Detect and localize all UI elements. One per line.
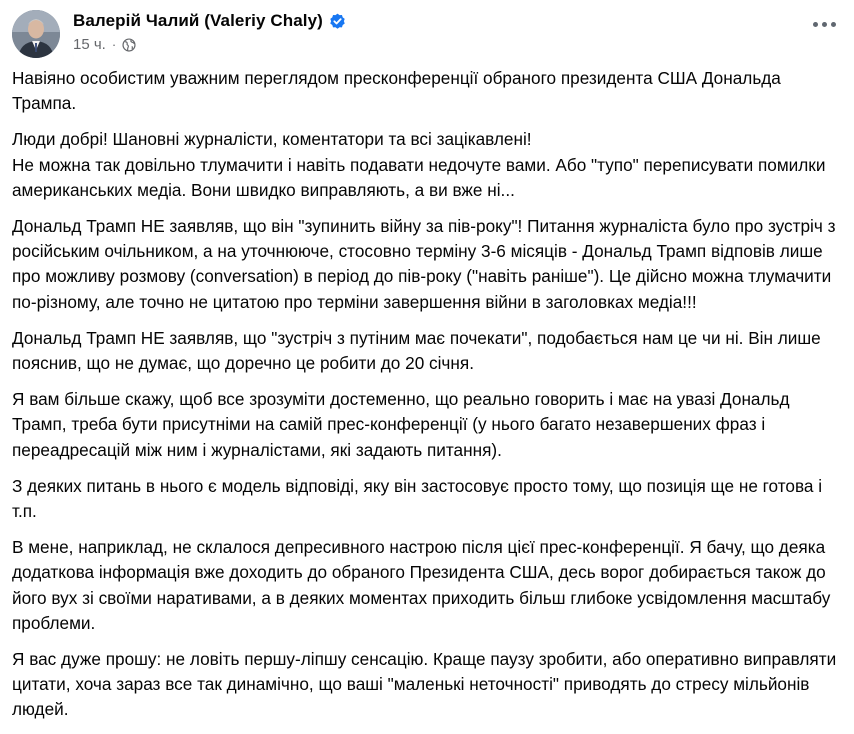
author-row xyxy=(73,11,346,31)
post-paragraph: Навіяно особистим уважним переглядом пресконференції обраного президента США Дональда Трампа. xyxy=(12,68,781,114)
verified-badge-icon xyxy=(329,13,346,30)
more-dot xyxy=(831,22,836,27)
meta-separator: · xyxy=(111,37,117,52)
post-paragraph: Дональд Трамп НЕ заявляв, що "зустріч з путіним має почекати", подобається нам це чи ні. Він лише пояснив, що не думає, що доречно це робити до 20 січня. xyxy=(12,327,821,374)
avatar-image xyxy=(12,10,60,58)
post-header xyxy=(12,8,842,58)
more-dot xyxy=(822,22,827,27)
post-meta xyxy=(73,36,136,53)
post-paragraph: З деяких питань в нього є модель відповіді, яку він застосовує просто тому, що позиція ще не готова і т.п. xyxy=(12,475,823,522)
post-time[interactable]: 15 ч. xyxy=(73,36,106,53)
avatar[interactable] xyxy=(12,10,60,58)
author-name[interactable]: Валерій Чалий (Valeriy Chaly) xyxy=(73,11,323,30)
post-paragraph: Я вас дуже прошу: не ловіть першу-ліпшу сенсацію. Краще паузу зробити, або оперативно виправляти цитати, хоча зараз все так динамічно, що ваші "маленькі неточності" приводять до стресу мільйонів людей. xyxy=(12,649,837,720)
more-options-icon[interactable] xyxy=(806,12,842,36)
globe-icon[interactable] xyxy=(122,38,136,52)
post-paragraph: В мене, наприклад, не склалося депресивного настрою після цієї прес-конференції. Я бачу, що деяка додаткова інформація вже доходить до обраного Президента США, десь ворог добирається також до його вух зі своїми наративами, а в деяких моментах приходить більш глибоке усвідомлення масштабу проблеми. xyxy=(12,537,831,633)
post-paragraph: Я вам більше скажу, щоб все зрозуміти достеменно, що реально говорить і має на увазі Дональд Трамп, треба бути присутніми на самій прес-конференції (у нього багато незавершених фраз і переадресацій між ним і журналістами, які задають питання). xyxy=(12,389,790,460)
post-text xyxy=(12,66,842,734)
more-dot xyxy=(813,22,818,27)
post-paragraph: Люди добрі! Шановні журналісти, коментатори та всі зацікавлені! Не можна так довільно тлумачити і навіть подавати недочуте вами. Або "тупо" переписувати помилки американських медіа. Вони швидко виправляють, а ви вже ні... xyxy=(12,129,826,200)
post-paragraph: Дональд Трамп НЕ заявляв, що він "зупинить війну за пів-року"! Питання журналіста було про зустріч з російським очільником, а на уточнююче, стосовно терміну 3-6 місяців - Дональд Трамп відповів лише про можливу розмову (conversation) в період до пів-року ("навіть раніше"). Це дійсно можна тлумачити по-різному, але точно не цитатою про терміни завершення війни в заголовках медіа!!! xyxy=(12,216,836,312)
